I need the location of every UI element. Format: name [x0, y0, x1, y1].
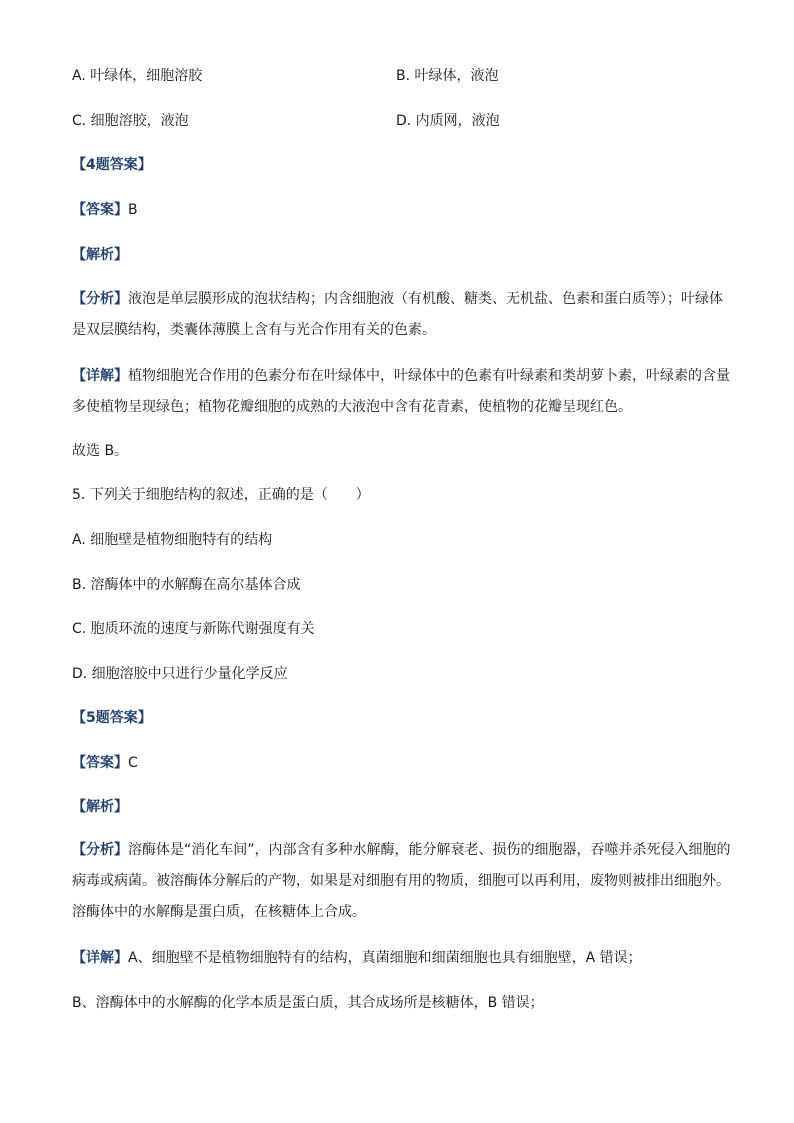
- q5-answer: [72, 754, 138, 772]
- q4-option-b: B. 叶绿体，液泡: [396, 68, 499, 84]
- q4-option-a: A. 叶绿体，细胞溶胶: [72, 68, 203, 84]
- q5-analysis-header: 【解析】: [72, 799, 128, 815]
- q4-answer: [72, 201, 138, 219]
- q5-option-b: B. 溶酶体中的水解酶在高尔基体合成: [72, 577, 301, 593]
- q4-xiangjie: [72, 361, 732, 423]
- q4-xiangjie-text: 植物细胞光合作用的色素分布在叶绿体中，叶绿体中的色素有叶绿素和类胡萝卜素，叶绿素的含量多使植物呈现绿色；植物花瓣细胞的成熟的大液泡中含有花青素，使植物的花瓣呈现红色。: [72, 368, 730, 415]
- q5-answer-header: 【5题答案】: [72, 710, 152, 726]
- q5-xiangjie-a-text: A、细胞壁不是植物细胞特有的结构，真菌细胞和细菌细胞也具有细胞壁，A 错误；: [128, 950, 642, 966]
- q5-xiangjie-tag: 【详解】: [72, 950, 128, 966]
- q4-analysis-header: 【解析】: [72, 247, 128, 263]
- q5-fenxi: [72, 835, 732, 928]
- q4-answer-tag: 【答案】: [72, 202, 128, 218]
- q4-fenxi-tag: 【分析】: [72, 291, 128, 307]
- q4-xiangjie-tag: 【详解】: [72, 368, 128, 384]
- q5-answer-value: C: [128, 755, 138, 771]
- q5-fenxi-text: 溶酶体是“消化车间”，内部含有多种水解酶，能分解衰老、损伤的细胞器，吞噬并杀死侵入细胞的病毒或病菌。被溶酶体分解后的产物，如果是对细胞有用的物质，细胞可以再利用，废物则被排出细胞外。溶酶体中的水解酶是蛋白质，在核糖体上合成。: [72, 842, 731, 920]
- q5-stem: 5. 下列关于细胞结构的叙述，正确的是（ ）: [72, 487, 370, 503]
- q4-fenxi: [72, 284, 732, 346]
- q4-conclusion: 故选 B。: [72, 443, 129, 459]
- q5-option-d: D. 细胞溶胶中只进行少量化学反应: [72, 666, 288, 682]
- q4-answer-value: B: [128, 202, 138, 218]
- q4-fenxi-text: 液泡是单层膜形成的泡状结构；内含细胞液（有机酸、糖类、无机盐、色素和蛋白质等）；叶绿体是双层膜结构，类囊体薄膜上含有与光合作用有关的色素。: [72, 291, 723, 338]
- q5-answer-tag: 【答案】: [72, 755, 128, 771]
- q5-option-c: C. 胞质环流的速度与新陈代谢强度有关: [72, 621, 315, 637]
- q4-option-c: C. 细胞溶胶，液泡: [72, 113, 189, 129]
- q5-option-a: A. 细胞壁是植物细胞特有的结构: [72, 532, 273, 548]
- q5-xiangjie-b: B、溶酶体中的水解酶的化学本质是蛋白质，其合成场所是核糖体，B 错误；: [72, 995, 544, 1011]
- q5-xiangjie-a: [72, 949, 642, 967]
- q5-fenxi-tag: 【分析】: [72, 842, 128, 858]
- q4-answer-header: 【4题答案】: [72, 157, 152, 173]
- q4-option-d: D. 内质网，液泡: [396, 113, 500, 129]
